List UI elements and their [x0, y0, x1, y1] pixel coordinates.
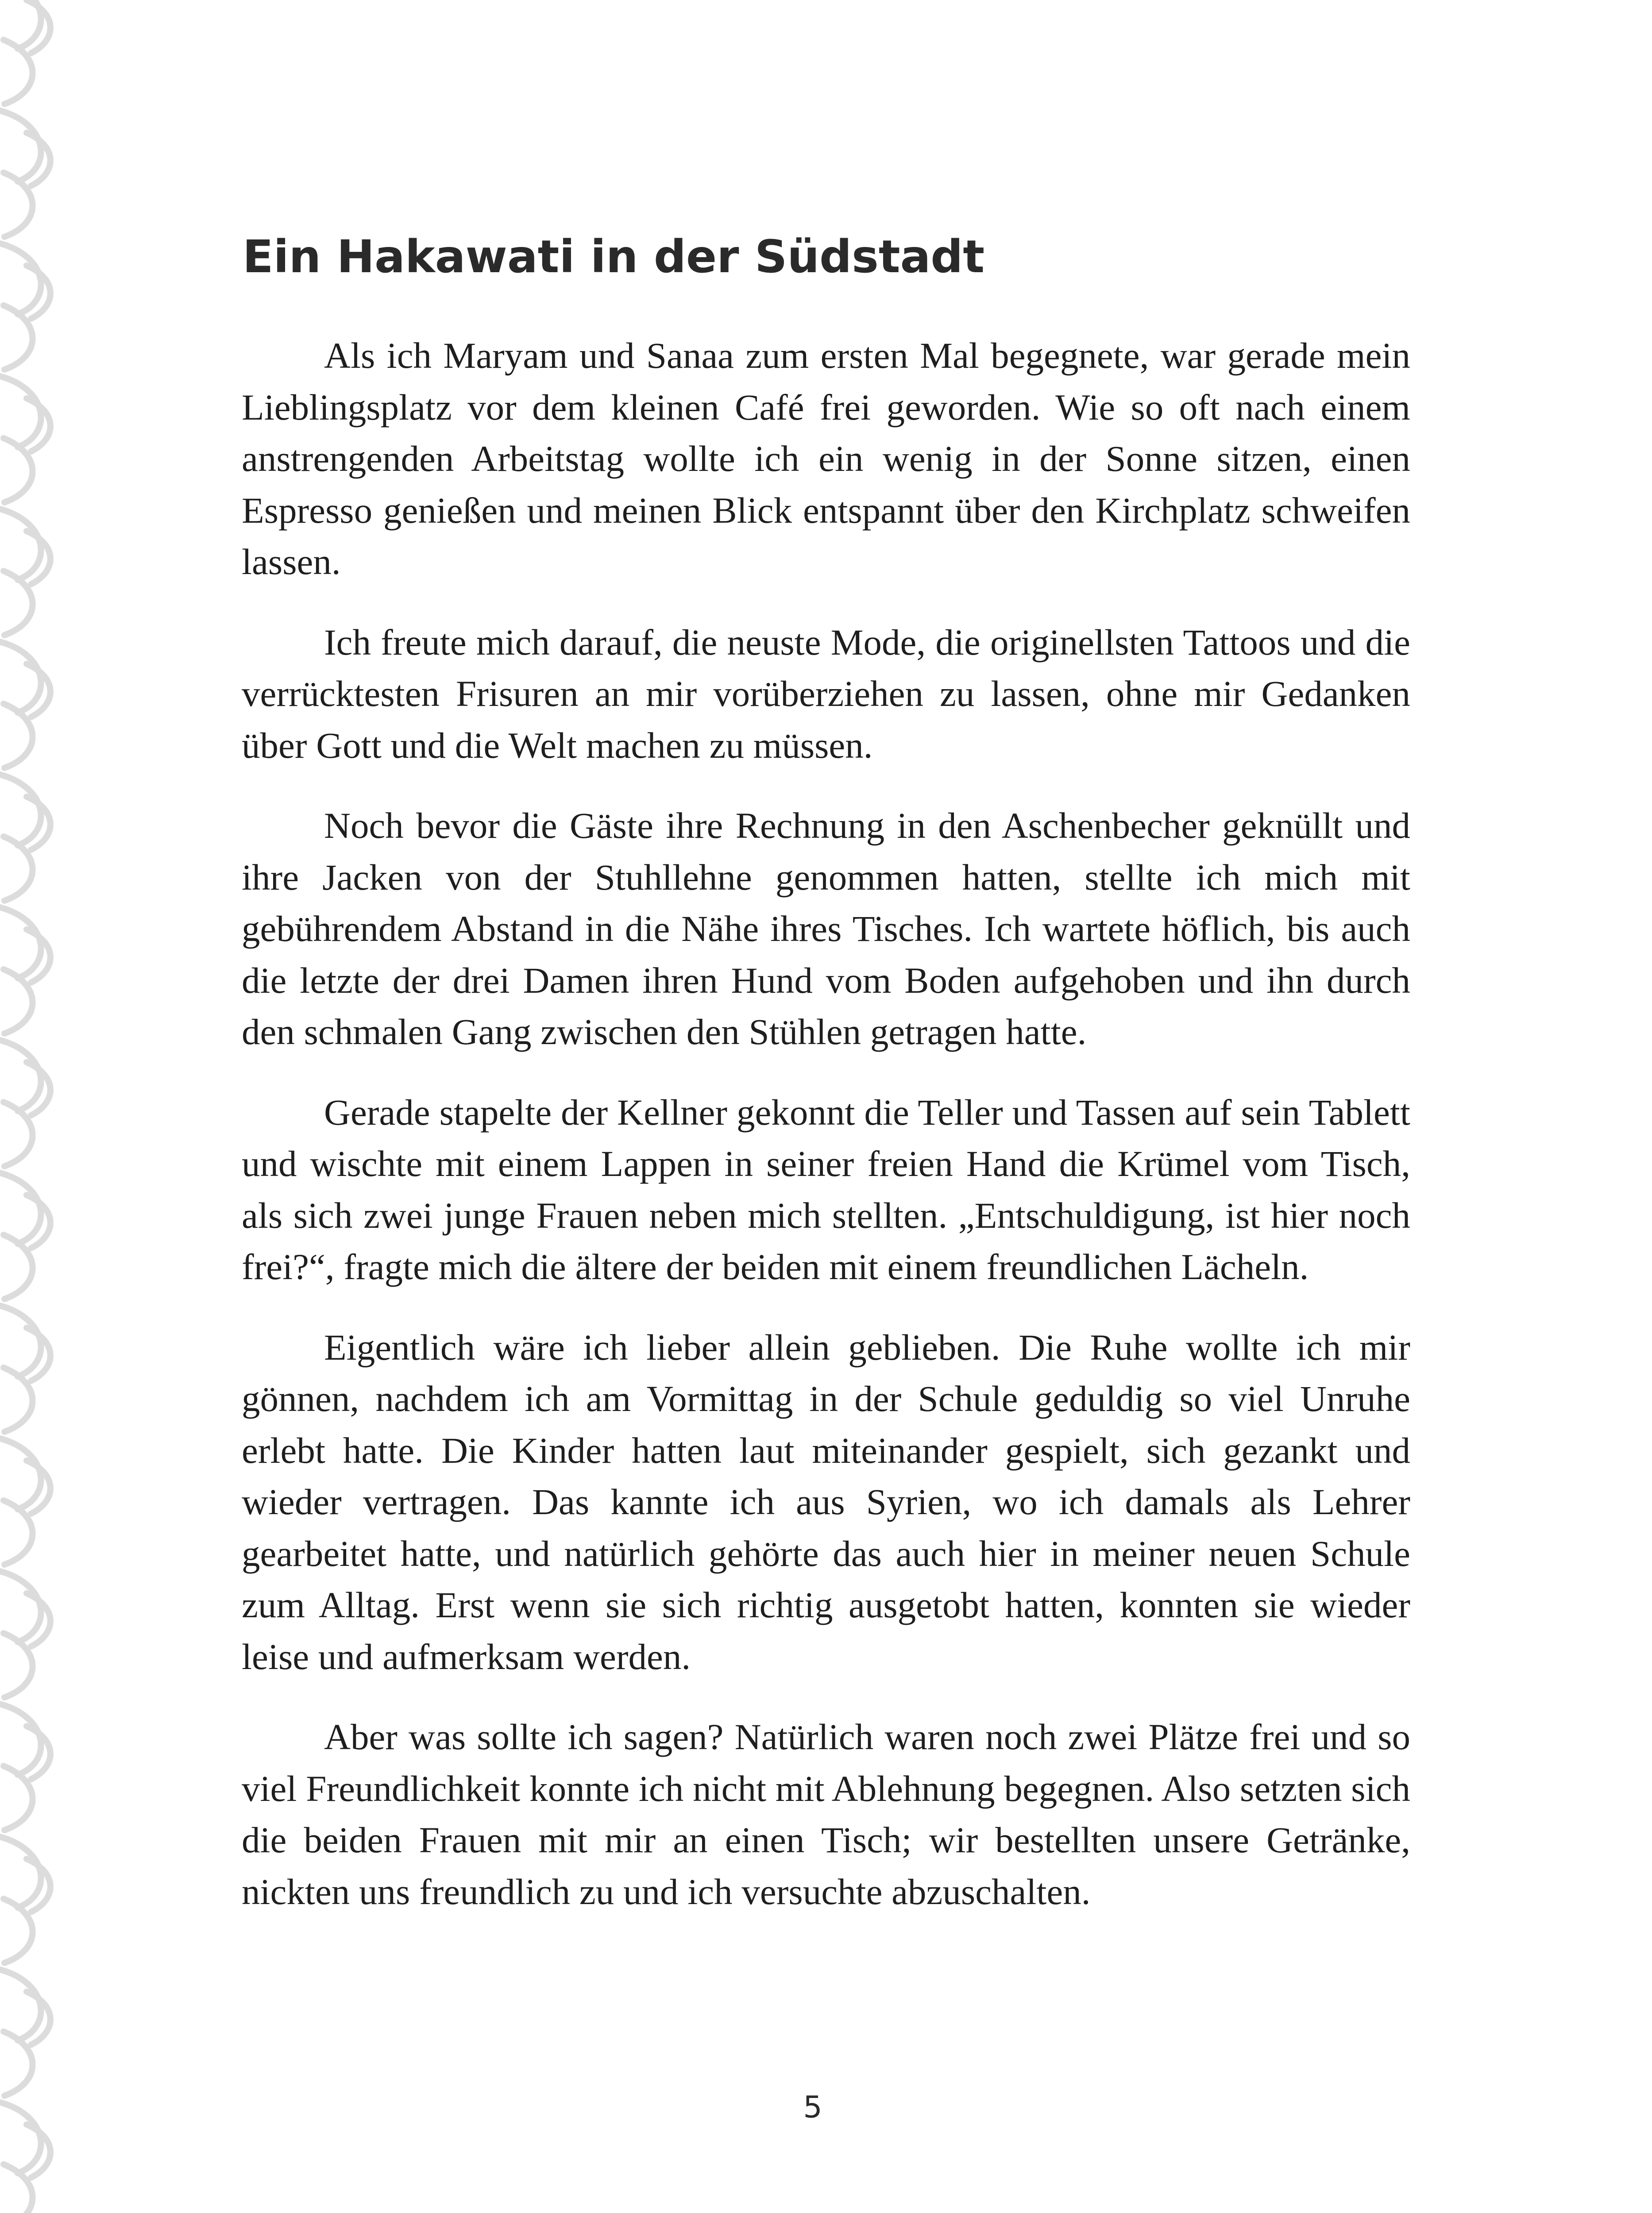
paragraph: Aber was sollte ich sagen? Natürlich waren noch zwei Plätze frei und so viel Freundlichkeit konnte ich nicht mit Ablehnung begegnen. Also setzten sich die beiden Frauen mit mir an einen Tisch; wir bestellten unsere Getränke, nickten uns freundlich zu und ich versuchte abzuschalten. — [242, 1716, 1410, 1912]
ornament-curve — [4, 1235, 33, 1299]
body-text — [242, 330, 1410, 1946]
ornament-curve — [4, 2164, 33, 2213]
ornament-curve — [4, 969, 33, 1033]
ornament-curve — [4, 1368, 33, 1432]
ornament-curve — [4, 1500, 33, 1565]
ornament-curve — [4, 837, 33, 901]
ornament-curve — [4, 305, 33, 370]
paragraph: Eigentlich wäre ich lieber allein geblieben. Die Ruhe wollte ich mir gönnen, nachdem ich am Vormittag in der Schule geduldig so viel Unruhe erlebt hatte. Die Kinder hatten laut miteinander gespielt, sich gezankt und wieder vertragen. Das kannte ich aus Syrien, wo ich damals als Lehrer gearbeitet hatte, und natürlich gehörte das auch hier in meiner neuen Schule zum Alltag. Erst wenn sie sich richtig ausgetobt hatten, konnten sie wieder leise und aufmerksam werden. — [242, 1326, 1410, 1677]
paragraph: Ich freute mich darauf, die neuste Mode, die originellsten Tattoos und die verrücktesten Frisuren an mir vorüberziehen zu lassen, ohne mir Gedanken über Gott und die Welt machen zu müssen. — [242, 621, 1410, 766]
ornament-curve — [4, 1899, 33, 1963]
ornament-curve — [4, 2032, 33, 2096]
paragraph: Gerade stapelte der Kellner gekonnt die Teller und Tassen auf sein Tablett und wischte mit einem Lappen in seiner freien Hand die Krümel vom Tisch, als sich zwei junge Frauen neben mich stellten. „Entschuldigung, ist hier noch frei?“, fragte mich die ältere der beiden mit einem freundlichen Lächeln. — [242, 1091, 1410, 1287]
ornament-curve — [4, 40, 33, 104]
arabesque-border-ornament — [0, 0, 62, 2213]
ornament-curve — [4, 1102, 33, 1166]
ornament-curve — [4, 1766, 33, 1830]
page-number: 5 — [803, 2090, 822, 2125]
chapter-title: Ein Hakawati in der Südstadt — [243, 231, 985, 283]
ornament-curve — [4, 1633, 33, 1697]
paragraph: Als ich Maryam und Sanaa zum ersten Mal begegnete, war gerade mein Lieblingsplatz vor dem kleinen Café frei geworden. Wie so oft nach einem anstrengenden Arbeitstag wollte ich ein wenig in der Sonne sitzen, einen Espresso genießen und meinen Blick entspannt über den Kirchplatz schweifen lassen. — [242, 335, 1410, 582]
ornament-curve — [4, 438, 33, 502]
ornament-curve — [4, 173, 33, 237]
ornament-curve — [4, 704, 33, 768]
paragraph: Noch bevor die Gäste ihre Rechnung in den Aschenbecher geknüllt und ihre Jacken von der Stuhllehne genommen hatten, stellte ich mich mit gebührendem Abstand in die Nähe ihres Tisches. Ich wartete höflich, bis auch die letzte der drei Damen ihren Hund vom Boden aufgehoben und ihn durch den schmalen Gang zwischen den Stühlen getragen hatte. — [242, 805, 1410, 1052]
ornament-curve — [4, 571, 33, 635]
